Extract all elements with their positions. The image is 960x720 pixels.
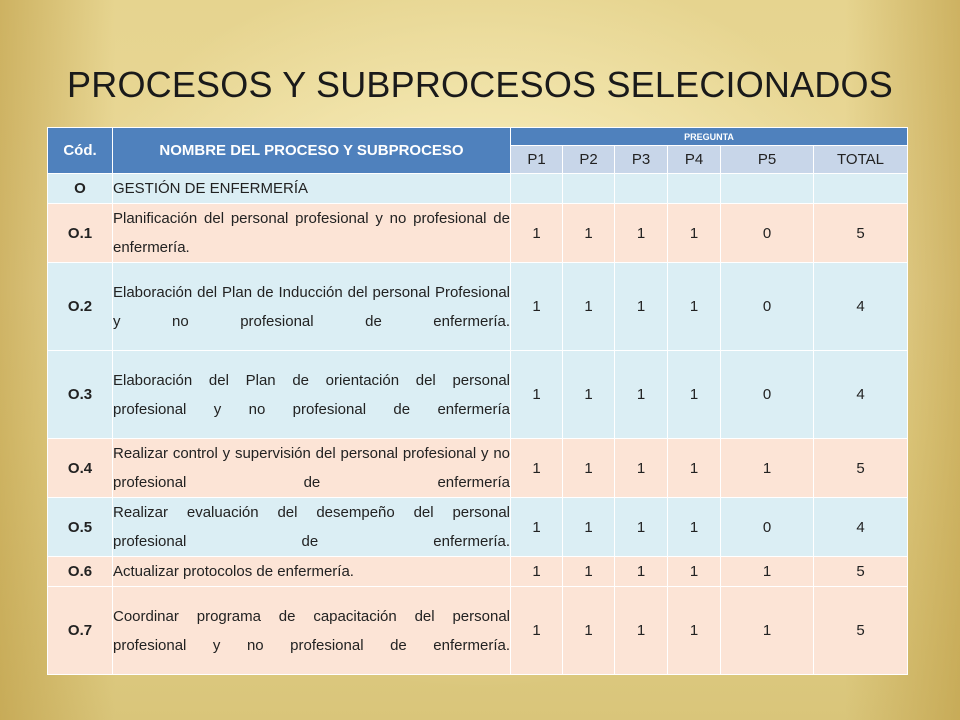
cell-p1: 1: [511, 439, 563, 498]
row-name: Realizar control y supervisión del personal profesional y no profesional de enfermería: [113, 439, 511, 498]
cell-p5: 0: [721, 263, 814, 351]
row-name: Elaboración del Plan de Inducción del personal Profesional y no profesional de enfermería.: [113, 263, 511, 351]
cell-p1: 1: [511, 498, 563, 557]
row-code: O.4: [48, 439, 113, 498]
row-name: Planificación del personal profesional y no profesional de enfermería.: [113, 204, 511, 263]
slide-title: PROCESOS Y SUBPROCESOS SELECIONADOS: [67, 64, 893, 105]
cell-p1: 1: [511, 204, 563, 263]
cell-p1: 1: [511, 587, 563, 675]
header-p3: P3: [615, 146, 668, 174]
header-pregunta: PREGUNTA: [511, 128, 908, 146]
cell-p3: [615, 174, 668, 204]
cell-p2: 1: [563, 263, 615, 351]
cell-p5: 1: [721, 557, 814, 587]
cell-total: 4: [814, 263, 908, 351]
row-code: O.1: [48, 204, 113, 263]
table-row: [48, 174, 908, 204]
cell-total: 5: [814, 587, 908, 675]
cell-p4: 1: [668, 557, 721, 587]
cell-p3: 1: [615, 557, 668, 587]
row-code: O.7: [48, 587, 113, 675]
header-p5: P5: [721, 146, 814, 174]
header-p4: P4: [668, 146, 721, 174]
row-code: O.3: [48, 351, 113, 439]
cell-p5: 0: [721, 351, 814, 439]
row-name: GESTIÓN DE ENFERMERÍA: [113, 174, 511, 204]
table-row: [48, 263, 908, 351]
cell-p1: 1: [511, 557, 563, 587]
header-total: TOTAL: [814, 146, 908, 174]
cell-total: [814, 174, 908, 204]
header-name: NOMBRE DEL PROCESO Y SUBPROCESO: [113, 128, 511, 174]
cell-p2: [563, 174, 615, 204]
cell-p5: 0: [721, 498, 814, 557]
table-row: [48, 439, 908, 498]
cell-p3: 1: [615, 587, 668, 675]
table-row: [48, 204, 908, 263]
cell-total: 5: [814, 204, 908, 263]
header-p1: P1: [511, 146, 563, 174]
cell-p3: 1: [615, 351, 668, 439]
cell-p5: 0: [721, 204, 814, 263]
row-name: Elaboración del Plan de orientación del personal profesional y no profesional de enfermería: [113, 351, 511, 439]
cell-p3: 1: [615, 439, 668, 498]
cell-p2: 1: [563, 587, 615, 675]
row-code: O: [48, 174, 113, 204]
cell-p3: 1: [615, 204, 668, 263]
cell-p3: 1: [615, 498, 668, 557]
cell-p1: [511, 174, 563, 204]
row-code: O.6: [48, 557, 113, 587]
cell-p2: 1: [563, 439, 615, 498]
process-table: [47, 127, 908, 675]
cell-p4: 1: [668, 587, 721, 675]
row-code: O.2: [48, 263, 113, 351]
cell-p2: 1: [563, 204, 615, 263]
cell-p4: 1: [668, 351, 721, 439]
cell-total: 4: [814, 351, 908, 439]
cell-p4: [668, 174, 721, 204]
row-code: O.5: [48, 498, 113, 557]
header-p2: P2: [563, 146, 615, 174]
table-row: [48, 351, 908, 439]
cell-p2: 1: [563, 498, 615, 557]
cell-p3: 1: [615, 263, 668, 351]
cell-p1: 1: [511, 263, 563, 351]
cell-p5: 1: [721, 587, 814, 675]
header-code: Cód.: [48, 128, 113, 174]
row-name: Actualizar protocolos de enfermería.: [113, 557, 511, 587]
cell-p1: 1: [511, 351, 563, 439]
cell-p5: 1: [721, 439, 814, 498]
table-row: [48, 557, 908, 587]
cell-total: 5: [814, 557, 908, 587]
cell-total: 5: [814, 439, 908, 498]
cell-p4: 1: [668, 498, 721, 557]
cell-p4: 1: [668, 439, 721, 498]
row-name: Coordinar programa de capacitación del personal profesional y no profesional de enfermería.: [113, 587, 511, 675]
cell-total: 4: [814, 498, 908, 557]
table-row: [48, 587, 908, 675]
cell-p4: 1: [668, 204, 721, 263]
cell-p2: 1: [563, 557, 615, 587]
cell-p4: 1: [668, 263, 721, 351]
cell-p2: 1: [563, 351, 615, 439]
cell-p5: [721, 174, 814, 204]
table-row: [48, 498, 908, 557]
row-name: Realizar evaluación del desempeño del personal profesional de enfermería.: [113, 498, 511, 557]
